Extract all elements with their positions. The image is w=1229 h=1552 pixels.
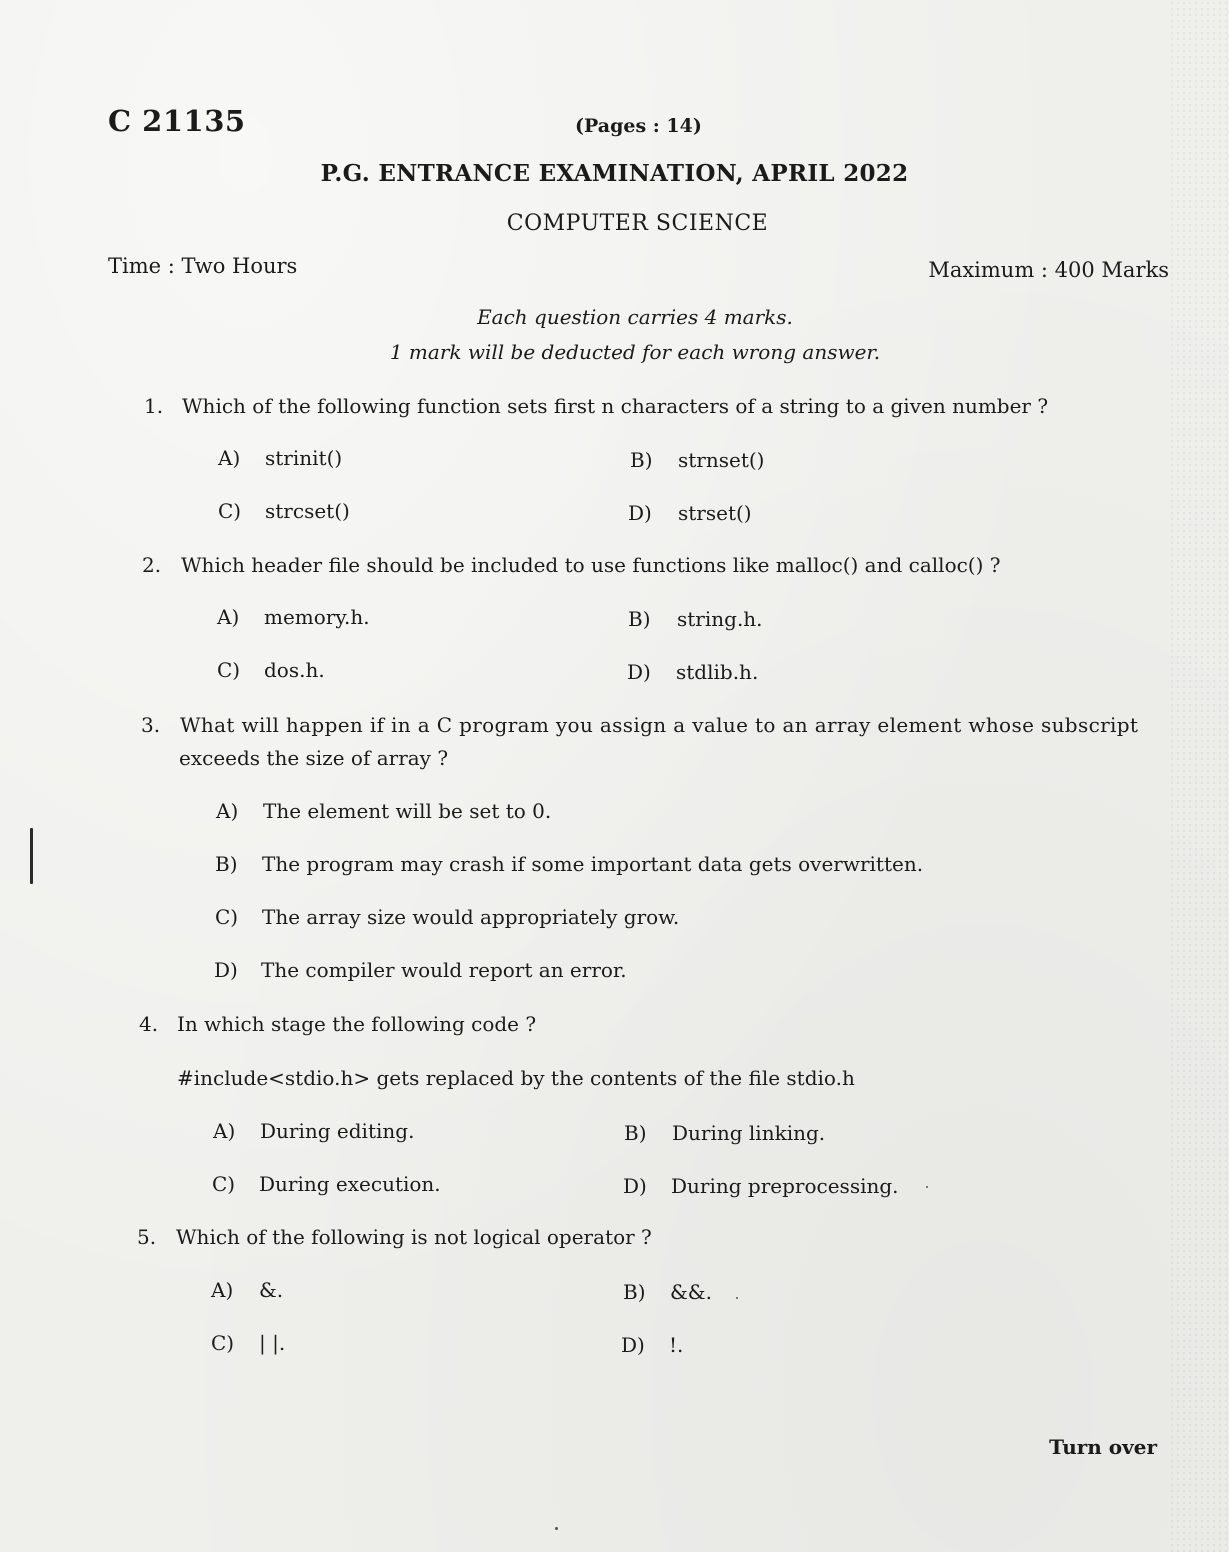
option-letter: C) [215, 905, 239, 929]
option-text: &&. [670, 1280, 712, 1304]
question-text: Which header file should be included to use functions like malloc() and calloc() ? [181, 553, 1001, 577]
question-text: What will happen if in a C program you assign a value to an array element whose subscript [180, 713, 1139, 737]
option-text: strcset() [265, 499, 350, 523]
option-letter: D) [214, 958, 238, 982]
option-letter: B) [630, 448, 653, 472]
option-letter: D) [628, 501, 652, 525]
option-letter: C) [211, 1331, 235, 1355]
option-letter: A) [216, 799, 239, 823]
option-letter: A) [217, 605, 240, 629]
option-letter: D) [621, 1333, 645, 1357]
option-letter: A) [213, 1119, 236, 1143]
option-text: string.h. [677, 607, 763, 631]
margin-pen-mark [30, 828, 33, 884]
option-text: During execution. [259, 1172, 441, 1196]
paper-code: C 21135 [108, 104, 246, 138]
option-letter: B) [215, 852, 238, 876]
option-text: strinit() [265, 446, 343, 470]
option-letter: C) [218, 499, 242, 523]
option-text: The program may crash if some important data gets overwritten. [262, 852, 924, 876]
option-text: The array size would appropriately grow. [262, 905, 680, 929]
time-allowed: Time : Two Hours [108, 254, 298, 278]
exam-title: P.G. ENTRANCE EXAMINATION, APRIL 2022 [320, 160, 909, 187]
option-text: !. [669, 1333, 684, 1357]
scan-speck [926, 1186, 928, 1188]
option-letter: D) [627, 660, 651, 684]
scan-speck [555, 1527, 558, 1530]
question-text-continued: exceeds the size of array ? [179, 746, 449, 770]
option-letter: D) [623, 1174, 647, 1198]
question-number: 4. [139, 1012, 159, 1036]
option-text: During editing. [260, 1119, 415, 1143]
option-letter: B) [624, 1121, 647, 1145]
option-text: stdlib.h. [676, 660, 759, 684]
option-letter: C) [212, 1172, 236, 1196]
instruction-negative: 1 mark will be deducted for each wrong answer. [389, 340, 881, 364]
option-text: dos.h. [264, 658, 325, 682]
question-number: 2. [142, 553, 162, 577]
option-letter: B) [628, 607, 651, 631]
option-text: The compiler would report an error. [261, 958, 627, 982]
option-text: The element will be set to 0. [263, 799, 552, 823]
option-text: During linking. [672, 1121, 826, 1145]
option-text: strnset() [678, 448, 765, 472]
option-text: &. [259, 1278, 284, 1302]
question-number: 1. [144, 394, 164, 418]
question-number: 3. [141, 713, 161, 737]
turn-over-label: Turn over [1049, 1435, 1157, 1459]
question-text: In which stage the following code ? [177, 1012, 537, 1036]
option-letter: B) [623, 1280, 646, 1304]
page-count: (Pages : 14) [575, 115, 702, 137]
scan-speck [736, 1297, 738, 1299]
question-text: Which of the following is not logical operator ? [176, 1225, 652, 1249]
option-text: strset() [678, 501, 752, 525]
subject-title: COMPUTER SCIENCE [506, 211, 769, 236]
question-number: 5. [137, 1225, 157, 1249]
option-text: During preprocessing. [671, 1174, 899, 1198]
maximum-marks: Maximum : 400 Marks [928, 258, 1169, 282]
question-text: Which of the following function sets first n characters of a string to a given number ? [182, 394, 1049, 418]
option-letter: C) [217, 658, 241, 682]
option-letter: A) [218, 446, 241, 470]
code-line: #include<stdio.h> gets replaced by the contents of the file stdio.h [177, 1066, 855, 1090]
option-text: memory.h. [264, 605, 370, 629]
option-letter: A) [211, 1278, 234, 1302]
option-text: | |. [259, 1331, 286, 1355]
instruction-marks: Each question carries 4 marks. [477, 305, 793, 329]
